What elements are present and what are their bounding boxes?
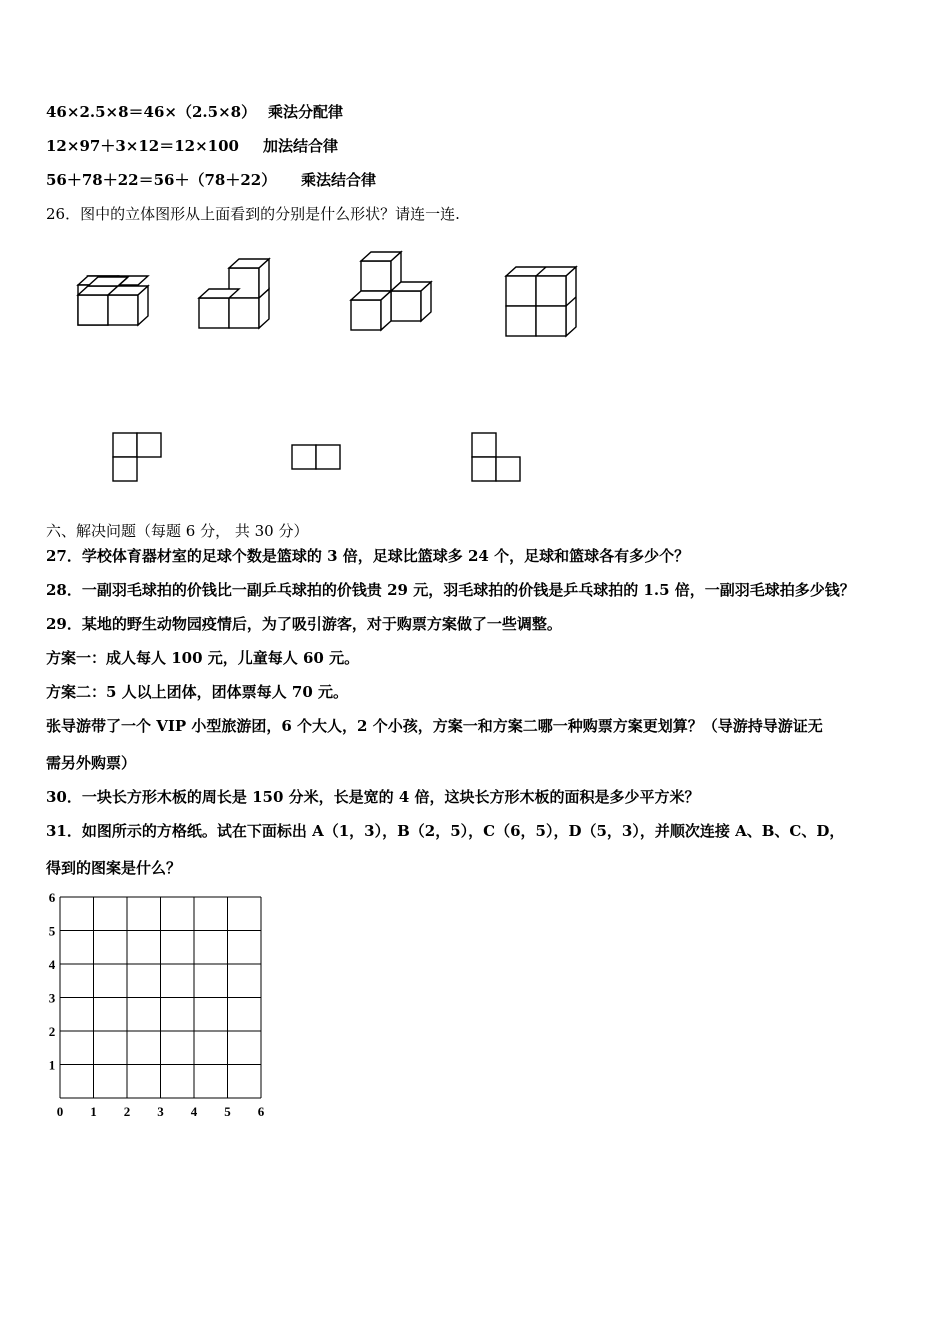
law-expr-1: 46×2.5×8＝46×（2.5×8）: [46, 103, 257, 121]
question-29-detail-cont: 需另外购票）: [46, 754, 137, 772]
law-name-2: 加法结合律: [263, 137, 339, 155]
solid-figure-3: [351, 252, 431, 330]
plan-1: 方案一：成人每人 100 元，儿童每人 60 元。: [46, 649, 360, 667]
question-31-cont: 得到的图案是什么？: [46, 859, 182, 877]
law-expr-3: 56＋78＋22＝56＋（78＋22）: [46, 171, 277, 189]
solid-figure-1: [78, 276, 148, 325]
question-30: 30．一块长方形木板的周长是 150 分米，长是宽的 4 倍，这块长方形木板的面积是多少平方米？: [46, 788, 700, 806]
solid-figure-2: [199, 259, 269, 328]
y-tick-label: 6: [48, 890, 56, 905]
x-tick-label: 5: [224, 1104, 231, 1119]
top-view-1: [113, 433, 161, 481]
top-view-3: [472, 433, 520, 481]
x-tick-label: 4: [190, 1104, 198, 1119]
y-tick-label: 2: [48, 1024, 56, 1039]
question-31: 31．如图所示的方格纸。试在下面标出 A（1，3），B（2，5），C（6，5），D（5，3），并顺次连接 A、B、C、D，: [46, 822, 845, 840]
y-tick-label: 1: [48, 1057, 56, 1073]
question-29-detail: 张导游带了一个 VIP 小型旅游团，6 个大人，2 个小孩，方案一和方案二哪一种购票方案更划算？（导游持导游证无: [46, 717, 823, 735]
law-name-1: 乘法分配律: [268, 103, 344, 121]
y-tick-label: 3: [48, 990, 56, 1006]
top-view-2: [292, 445, 340, 469]
x-tick-label: 1: [90, 1104, 97, 1119]
question-27: 27．学校体育器材室的足球个数是篮球的 3 倍，足球比篮球多 24 个，足球和篮球各有多少个？: [46, 547, 690, 565]
section-6-heading: 六、解决问题（每题 6 分， 共 30 分）: [46, 522, 309, 540]
plan-2: 方案二：5 人以上团体，团体票每人 70 元。: [46, 683, 348, 701]
y-tick-label: 5: [48, 923, 56, 939]
y-tick-label: 4: [48, 957, 56, 972]
x-tick-label: 6: [257, 1104, 265, 1119]
solid-figure-4: [506, 267, 576, 336]
x-tick-label: 0: [56, 1104, 64, 1119]
question-26: 26．图中的立体图形从上面看到的分别是什么形状？请连一连.: [46, 205, 460, 223]
law-expr-2: 12×97＋3×12＝12×100: [46, 137, 239, 155]
question-28: 28．一副羽毛球拍的价钱比一副乒乓球拍的价钱贵 29 元，羽毛球拍的价钱是乒乓球拍的 1.5 倍，一副羽毛球拍多少钱？: [46, 581, 855, 599]
x-tick-label: 2: [123, 1104, 131, 1119]
cube-figures: [0, 0, 950, 500]
law-name-3: 乘法结合律: [301, 171, 377, 189]
question-29: 29．某地的野生动物园疫情后，为了吸引游客，对于购票方案做了一些调整。: [46, 615, 562, 633]
x-tick-label: 3: [157, 1104, 164, 1119]
